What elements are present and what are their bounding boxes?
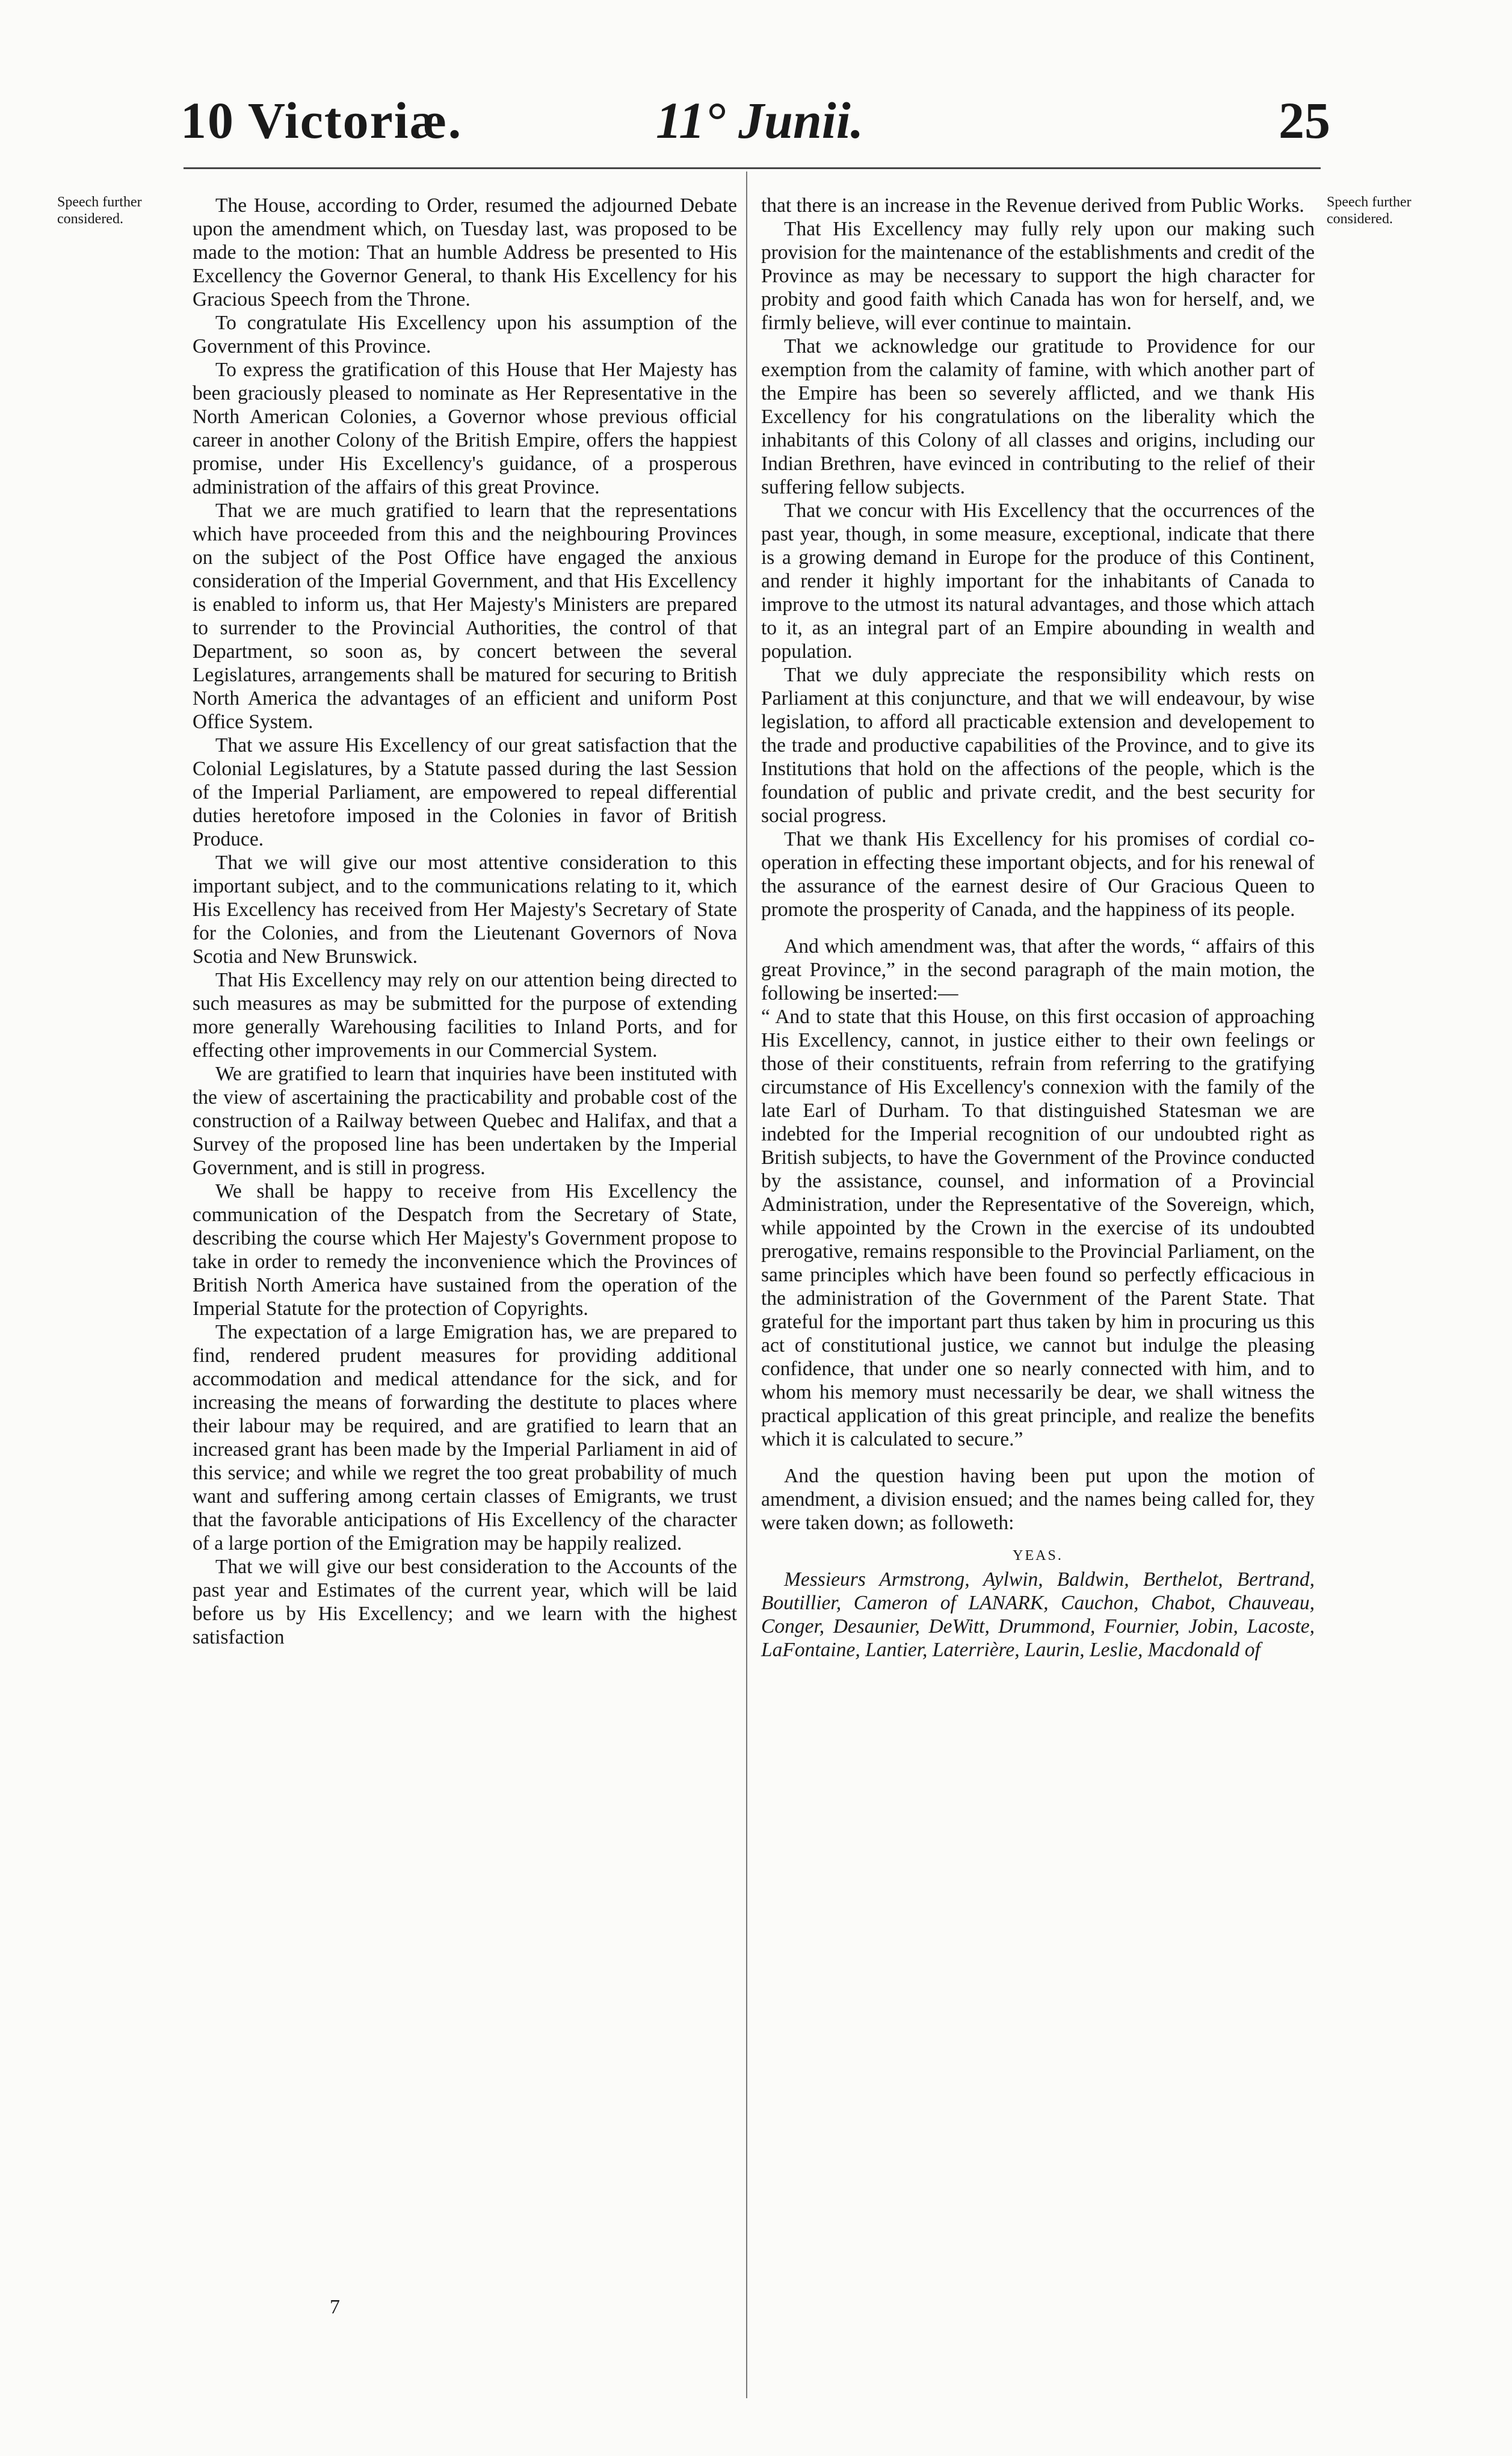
paragraph: That we will give our most attentive consideration to this important subject, and to the communications relating to it, which His Excellency has received from Her Majesty's Secretary of State for the Colonies, and from the Lieutenant Governors of Nova Scotia and New Brunswick. [193, 852, 737, 968]
page-number: 25 [1279, 91, 1330, 149]
paragraph: The expectation of a large Emigration has, we are prepared to find, rendered prudent measures for providing additional accommodation and medical attendance for the sick, and for increasing the means of forwarding the destitute to places where their labour may be required, and are gratified to learn that an increased grant has been made by the Imperial Parliament in aid of this service; and while we regret the too great probability of much want and suffering among certain classes of Emigrants, we trust that the favorable anticipations of His Excellency of the character of a large portion of the Emigration may be happily realized. [193, 1321, 737, 1554]
paragraph: That we assure His Excellency of our great satisfaction that the Colonial Legislatures, by a Statute passed during the last Session of the Imperial Parliament, are empowered to repeal differential duties heretofore imposed in the Colonies in favor of British Produce. [193, 734, 737, 850]
header-rule [184, 167, 1321, 169]
paragraph: That we acknowledge our gratitude to Providence for our exemption from the calamity of famine, with which another part of the Empire has been so severely afflicted, and we thank His Excellency for his congratulations on the liberality which the inhabitants of this Colony of all classes and origins, including our Indian Brethren, have evinced in contributing to the relief of their suffering fellow subjects. [761, 335, 1315, 498]
paragraph: That His Excellency may fully rely upon our making such provision for the maintenance of the establishments and credit of the Province as may be necessary to support the high character for probity and good faith which Canada has won for herself, and, we firmly believe, will ever continue to maintain. [761, 218, 1315, 334]
division-text: And the question having been put upon the motion of amendment, a division ensued; and the names being called for, they were taken down; as followeth: [761, 1465, 1315, 1534]
amendment-intro: And which amendment was, that after the words, “ affairs of this great Province,” in the second paragraph of the main motion, the following be inserted:— [761, 935, 1315, 1004]
paragraph: That His Excellency may rely on our attention being directed to such measures as may be submitted for the purpose of extending more generally Warehousing facilities to Inland Ports, and for effecting other improvements in our Commercial System. [193, 969, 737, 1062]
amendment-quote: “ And to state that this House, on this first occasion of approaching His Excellency, cannot, in justice either to their own feelings or those of their constituents, refrain from referring to the gratifying circumstance of His Excellency's connexion with the family of the late Earl of Durham. To that distinguished Statesman we are indebted for the Imperial recognition of our undoubted right as British subjects, to have the Government of the Province conducted by the assistance, counsel, and information of a Provincial Administration, under the Representative of the Sovereign, which, while appointed by the Crown in the exercise of its undoubted prerogative, remains responsible to the Provincial Parliament, on the same principles which have been found so perfectly efficacious in the administration of the Government of the Parent State. That grateful for the important part thus taken by him in procuring us this act of constitutional justice, we cannot but indulge the pleasing confidence, that under one so nearly connected with him, and to whom his memory must necessarily be dear, we shall witness the practical application of this great principle, and realize the benefits which it is calculated to secure.” [761, 1006, 1315, 1450]
paragraph: That we are much gratified to learn that the representations which have proceeded from this and the neighbouring Provinces on the subject of the Post Office have engaged the anxious consideration of the Imperial Government, and that His Excellency is enabled to inform us, that Her Majesty's Ministers are prepared to surrender to the Provincial Authorities, the control of that Department, so soon as, by concert between the several Legislatures, arrangements shall be matured for securing to British North America the advantages of an efficient and uniform Post Office System. [193, 500, 737, 733]
paragraph: We shall be happy to receive from His Excellency the communication of the Despatch from the Secretary of State, describing the course which Her Majesty's Government propose to take in order to remedy the inconvenience which the Provinces of British North America have sustained from the operation of the Imperial Statute for the protection of Copyrights. [193, 1180, 737, 1320]
page-header [0, 0, 1512, 181]
margin-note-left: Speech further considered. [57, 194, 142, 227]
margin-note-right: Speech further considered. [1327, 194, 1412, 227]
paragraph: That we thank His Excellency for his promises of cordial co-operation in effecting these important objects, and for his renewal of the assurance of the earnest desire of Our Gracious Queen to promote the prosperity of Canada, and the happiness of its people. [761, 828, 1315, 921]
paragraph: The House, according to Order, resumed the adjourned Debate upon the amendment which, on Tuesday last, was proposed to be made to the motion: That an humble Address be presented to His Excellency the Governor General, to thank His Excellency for his Gracious Speech from the Throne. [193, 194, 737, 311]
session-date: 11° Junii. [656, 91, 864, 149]
signature-mark: 7 [330, 2296, 340, 2318]
continuation-text: that there is an increase in the Revenue derived from Public Works. [761, 194, 1304, 217]
column-divider [746, 172, 747, 2398]
left-column [193, 194, 737, 1649]
paragraph: To express the gratification of this House that Her Majesty has been graciously pleased to nominate as Her Representative in the North American Colonies, a Governor whose previous official career in another Colony of the British Empire, offers the happiest promise, under His Excellency's guidance, of a prosperous administration of the affairs of this great Province. [193, 359, 737, 498]
paragraph: We are gratified to learn that inquiries have been instituted with the view of ascertaining the practicability and probable cost of the construction of a Railway between Quebec and Halifax, and that a Survey of the proposed line has been undertaken by the Imperial Government, and is still in progress. [193, 1063, 737, 1179]
right-column [761, 194, 1315, 1662]
regnal-year: 10 Victoriæ. [181, 91, 463, 149]
yeas-names: Messieurs Armstrong, Aylwin, Baldwin, Berthelot, Bertrand, Boutillier, Cameron of LANARK, Cauchon, Chabot, Chauveau, Conger, Desaunier, DeWitt, Drummond, Fournier, Jobin, Lacoste, LaFontaine, Lantier, Laterrière, Laurin, Leslie, Macdonald of [761, 1568, 1315, 1661]
yeas-heading: YEAS. [1013, 1548, 1063, 1564]
paragraph: That we concur with His Excellency that the occurrences of the past year, though, in some measure, exceptional, indicate that there is a growing demand in Europe for the produce of this Continent, and render it highly important for the inhabitants of Canada to improve to the utmost its natural advantages, and those which attach to it, as an integral part of an Empire abounding in wealth and population. [761, 500, 1315, 663]
paragraph: That we will give our best consideration to the Accounts of the past year and Estimates of the current year, which will be laid before us by His Excellency; and we learn with the highest satisfaction [193, 1556, 737, 1648]
paragraph: To congratulate His Excellency upon his assumption of the Government of this Province. [193, 312, 737, 357]
paragraph: That we duly appreciate the responsibility which rests on Parliament at this conjuncture, and that we will endeavour, by wise legislation, to afford all practicable extension and developement to the trade and productive capabilities of the Province, and to give its Institutions that hold on the affections of the people, which is the foundation of public and private credit, and the best security for social progress. [761, 664, 1315, 827]
